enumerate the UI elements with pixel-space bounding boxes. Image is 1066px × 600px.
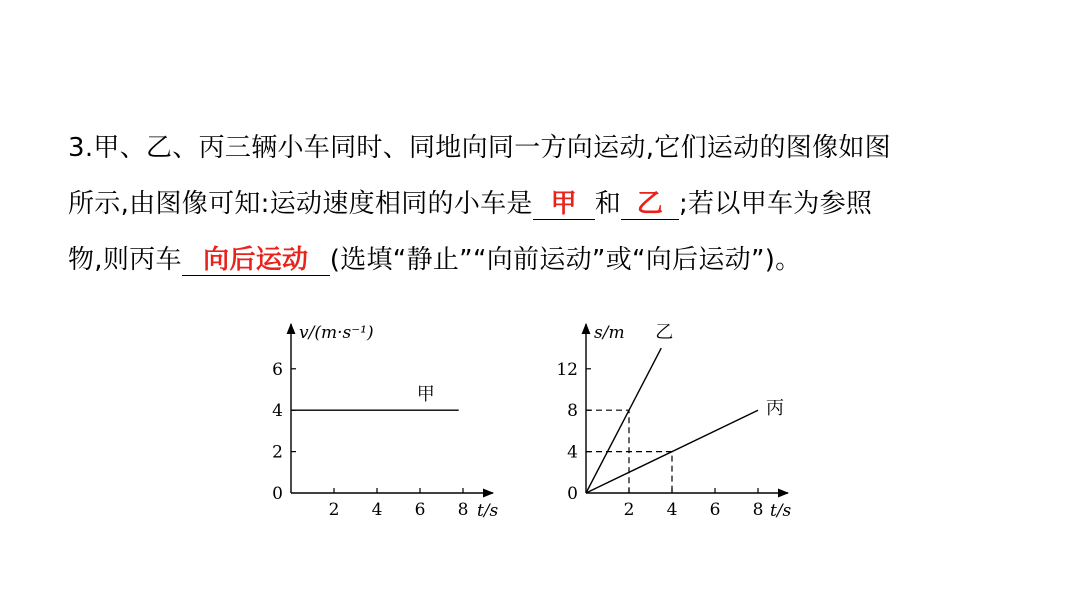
question-line-2-mid: 和 (594, 189, 622, 219)
y-tick-label: 12 (556, 359, 578, 380)
series-label: 丙 (766, 398, 784, 420)
x-tick-label: 2 (328, 500, 340, 520)
answer-1: 甲 (550, 189, 577, 219)
question-text (68, 120, 1028, 288)
y-tick-label: 0 (567, 484, 578, 504)
series-line (586, 348, 661, 493)
answer-blank-1 (533, 189, 595, 220)
y-axis-label: s/m (594, 323, 625, 343)
series-label: 乙 (655, 322, 674, 344)
question-line-2-text: 所示,由图像可知:运动速度相同的小车是 (68, 189, 533, 219)
x-axis-label: t/s (477, 501, 499, 521)
question-line-2-post: ;若以甲车为参照 (679, 189, 873, 219)
question-line-1-text: 3.甲、乙、丙三辆小车同时、同地向同一方向运动,它们运动的图像如图 (68, 133, 891, 163)
velocity-time-chart (255, 318, 505, 528)
y-axis-label: v/(m·s⁻¹) (299, 323, 374, 343)
y-tick-label: 6 (272, 359, 283, 380)
question-line-3-text: 物,则丙车 (68, 245, 182, 275)
x-axis-label: t/s (770, 501, 792, 521)
answer-blank-2 (621, 189, 679, 220)
y-tick-label: 8 (567, 401, 578, 422)
y-tick-label: 0 (272, 484, 283, 504)
distance-time-chart (548, 318, 808, 528)
y-tick-label: 4 (567, 442, 578, 463)
x-tick-label: 6 (414, 500, 426, 520)
x-tick-label: 2 (623, 500, 635, 520)
x-tick-label: 4 (371, 500, 383, 520)
y-tick-label: 2 (272, 442, 283, 463)
y-tick-label: 4 (272, 401, 283, 422)
series-label: 甲 (416, 384, 435, 406)
x-tick-label: 8 (457, 500, 469, 520)
x-tick-label: 4 (666, 500, 678, 520)
question-line-1 (68, 120, 1028, 176)
question-line-3-post: (选填“静止”“向前运动”或“向后运动”)。 (329, 245, 802, 275)
question-line-3 (68, 232, 1028, 288)
question-line-2 (68, 176, 1028, 232)
answer-blank-3 (182, 245, 330, 276)
x-tick-label: 6 (709, 500, 721, 520)
x-tick-label: 8 (752, 500, 764, 520)
answer-2: 乙 (636, 189, 664, 219)
answer-3: 向后运动 (203, 245, 309, 275)
